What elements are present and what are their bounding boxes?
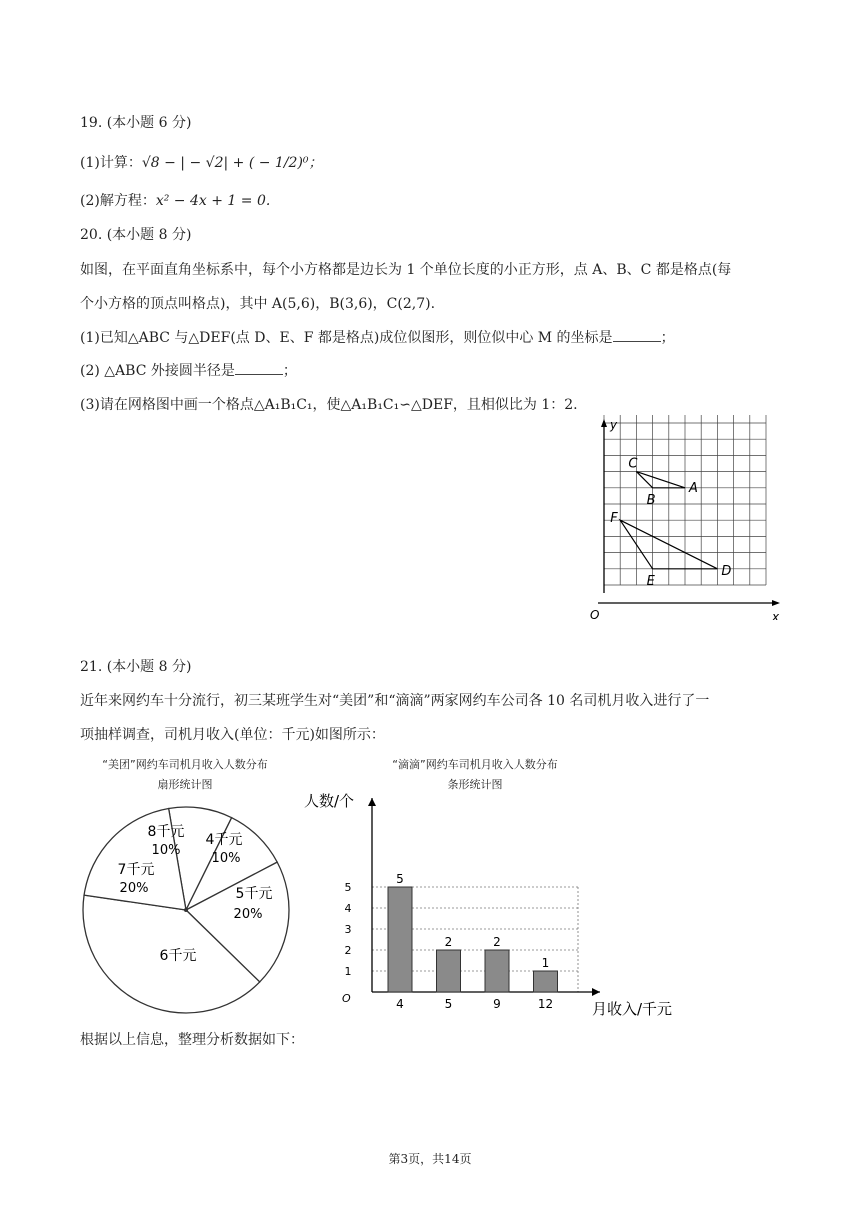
q19-part2-label: (2)解方程： <box>80 193 156 209</box>
pie-chart-title: “美团”网约车司机月收入人数分布 <box>102 758 268 771</box>
triangle-abc <box>636 472 685 488</box>
answer-blank[interactable] <box>613 329 661 342</box>
x-axis-label: x <box>772 610 780 620</box>
pie-pct-label: 20% <box>233 907 263 922</box>
q20-heading: 20. (本小题 8 分) <box>80 227 192 243</box>
point-label-c: C <box>628 456 638 472</box>
q19-part2 <box>80 191 270 211</box>
bar-y-tick: 4 <box>344 902 352 915</box>
pie-center <box>184 908 188 912</box>
bar-value-label: 2 <box>444 935 453 949</box>
bar-y-arrow <box>368 798 376 806</box>
q20-intro-line1: 如图，在平面直角坐标系中，每个小方格都是边长为 1 个单位长度的小正方形，点 A、B、C 都是格点(每 <box>80 262 732 278</box>
coordinate-grid-figure <box>580 415 790 620</box>
bar-y-tick: 5 <box>344 881 352 894</box>
bar-9 <box>485 950 509 992</box>
q21-intro-line1: 近年来网约车十分流行，初三某班学生对“美团”和“滴滴”两家网约车公司各 10 名司机月收入进行了一 <box>80 693 710 709</box>
pie-label: 7千元 <box>117 862 155 878</box>
q20-part3: (3)请在网格图中画一个格点△A₁B₁C₁，使△A₁B₁C₁∽△DEF，且相似比为 1：2. <box>80 397 578 413</box>
bar-category-label: 12 <box>537 997 554 1011</box>
page-footer: 第3页，共14页 <box>388 1152 472 1166</box>
q20-part1-end: ； <box>660 330 675 346</box>
bar-category-label: 9 <box>493 997 501 1011</box>
bar-origin-label: O <box>342 992 351 1005</box>
bar-12 <box>534 971 558 992</box>
q20-part1 <box>80 328 675 348</box>
q20-part1-text: (1)已知△ABC 与△DEF(点 D、E、F 都是格点)成位似图形，则位似中心 M 的坐标是 <box>80 330 613 346</box>
bar-5 <box>437 950 461 992</box>
pie-label: 5千元 <box>235 886 273 902</box>
point-label-b: B <box>646 492 656 508</box>
y-axis-label: y <box>610 418 618 432</box>
q19-heading: 19. (本小题 6 分) <box>80 115 192 131</box>
grid-lines <box>604 415 766 585</box>
point-label-a: A <box>689 480 698 496</box>
pie-label: 4千元 <box>205 832 243 848</box>
q20-intro-line2: 个小方格的顶点叫格点)，其中 A(5,6)，B(3,6)，C(2,7). <box>80 296 436 312</box>
bar-chart-title: “滴滴”网约车司机月收入人数分布 <box>392 758 558 771</box>
q19-part1-expr: √8 − | − √2| + ( − 1/2)⁰； <box>141 155 323 171</box>
bar-value-label: 1 <box>541 956 550 970</box>
q19-part2-expr: x² − 4x + 1 = 0. <box>155 193 271 209</box>
origin-label: O <box>590 608 600 620</box>
bar-x-axis-label: 月收入/千元 <box>592 1000 673 1018</box>
q21-heading: 21. (本小题 8 分) <box>80 659 192 675</box>
pie-pct-label: 10% <box>211 851 241 866</box>
pie-chart <box>78 802 298 1017</box>
bar-y-tick: 1 <box>344 965 352 978</box>
q19-part1 <box>80 153 323 173</box>
bar-y-tick: 3 <box>344 923 352 936</box>
pie-pct-label: 20% <box>119 881 149 896</box>
bar-value-label: 2 <box>493 935 501 949</box>
q21-intro-line2: 项抽样调查，司机月收入(单位：千元)如图所示： <box>80 727 385 743</box>
bar-chart-subtitle: 条形统计图 <box>447 778 503 791</box>
bar-x-arrow <box>592 988 600 996</box>
pie-label: 6千元 <box>159 948 197 964</box>
q19-part1-label: (1)计算： <box>80 155 142 171</box>
answer-blank[interactable] <box>235 362 283 375</box>
point-label-f: F <box>610 511 618 527</box>
bar-y-tick: 2 <box>344 944 352 957</box>
q20-part2 <box>80 361 297 381</box>
pie-pct-label: 10% <box>151 843 181 858</box>
q20-part2-text: (2) △ABC 外接圆半径是 <box>80 363 235 379</box>
bar-category-label: 5 <box>444 997 453 1011</box>
point-label-e: E <box>646 573 655 589</box>
bar-y-axis-label: 人数/个 <box>304 792 355 810</box>
pie-chart-subtitle: 扇形统计图 <box>157 778 213 791</box>
pie-label: 8千元 <box>147 824 185 840</box>
q21-after-text: 根据以上信息，整理分析数据如下： <box>80 1032 304 1048</box>
point-label-d: D <box>721 563 732 579</box>
q20-part2-end: ； <box>282 363 297 379</box>
bar-chart <box>300 790 690 1020</box>
x-axis-arrow <box>772 600 780 606</box>
bar-4 <box>388 887 412 992</box>
bar-category-label: 4 <box>396 997 404 1011</box>
bar-value-label: 5 <box>396 872 404 886</box>
